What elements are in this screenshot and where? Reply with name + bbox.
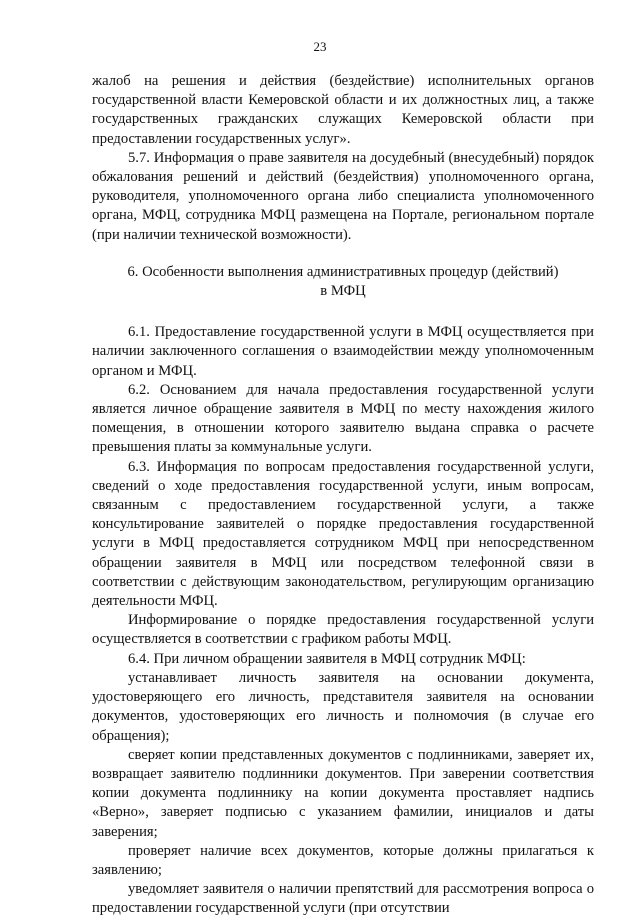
spacer	[92, 245, 594, 263]
spacer	[92, 301, 594, 323]
paragraph: проверяет наличие всех документов, которые должны прилагаться к заявлению;	[92, 842, 594, 878]
section-heading-line-2: в МФЦ	[320, 283, 366, 300]
paragraph: Информирование о порядке предоставления государственной услуги осуществляется в соответствии с графиком работы МФЦ.	[92, 612, 594, 648]
paragraph: 6.4. При личном обращении заявителя в МФЦ сотрудник МФЦ:	[128, 650, 526, 667]
document-body	[92, 72, 594, 919]
paragraph: жалоб на решения и действия (бездействие) исполнительных органов государственной власти Кемеровской области и их должностных лиц, а также государственных гражданских служащих Кемеровской области при предоставлении государственных услуг».	[92, 73, 594, 147]
paragraph: 6.1. Предоставление государственной услуги в МФЦ осуществляется при наличии заключенного соглашения о взаимодействии между уполномоченным органом и МФЦ.	[92, 324, 594, 379]
paragraph: 5.7. Информация о праве заявителя на досудебный (внесудебный) порядок обжалования решений и действий (бездействия) уполномоченного органа, руководителя, уполномоченного органа либо специалиста уполномоченного органа, МФЦ, сотрудника МФЦ размещена на Портале, региональном портале (при наличии технической возможности).	[92, 149, 594, 243]
paragraph: сверяет копии представленных документов с подлинниками, заверяет их, возвращает заявителю подлинники документов. При заверении соответствия копии документа подлиннику на копии документа проставляет надпись «Верно», заверяет подписью с указанием фамилии, инициалов и даты заверения;	[92, 746, 594, 840]
paragraph: устанавливает личность заявителя на основании документа, удостоверяющего его личность, представителя заявителя на основании документов, удостоверяющих его личность и полномочия (в случае его обращения);	[92, 669, 594, 744]
page-number: 23	[313, 39, 327, 54]
paragraph: уведомляет заявителя о наличии препятствий для рассмотрения вопроса о предоставлении государственной услуги (при отсутствии	[92, 881, 594, 917]
paragraph: 6.3. Информация по вопросам предоставления государственной услуги, сведений о ходе предоставления государственной услуги, иным вопросам, связанным с предоставлением государственной услуги, а также консультирование заявителей о порядке предоставления государственной услуги в МФЦ предоставляется сотрудником МФЦ при непосредственном обращении заявителя в МФЦ или посредством телефонной связи в соответствии с действующим законодательством, регулирующим организацию деятельности МФЦ.	[92, 458, 594, 610]
paragraph: 6.2. Основанием для начала предоставления государственной услуги является личное обращение заявителя в МФЦ по месту нахождения жилого помещения, в отношении которого заявителю выдана справка о расчете превышения платы за коммунальные услуги.	[92, 381, 594, 456]
section-heading-line-1: 6. Особенности выполнения административных процедур (действий)	[127, 263, 559, 280]
